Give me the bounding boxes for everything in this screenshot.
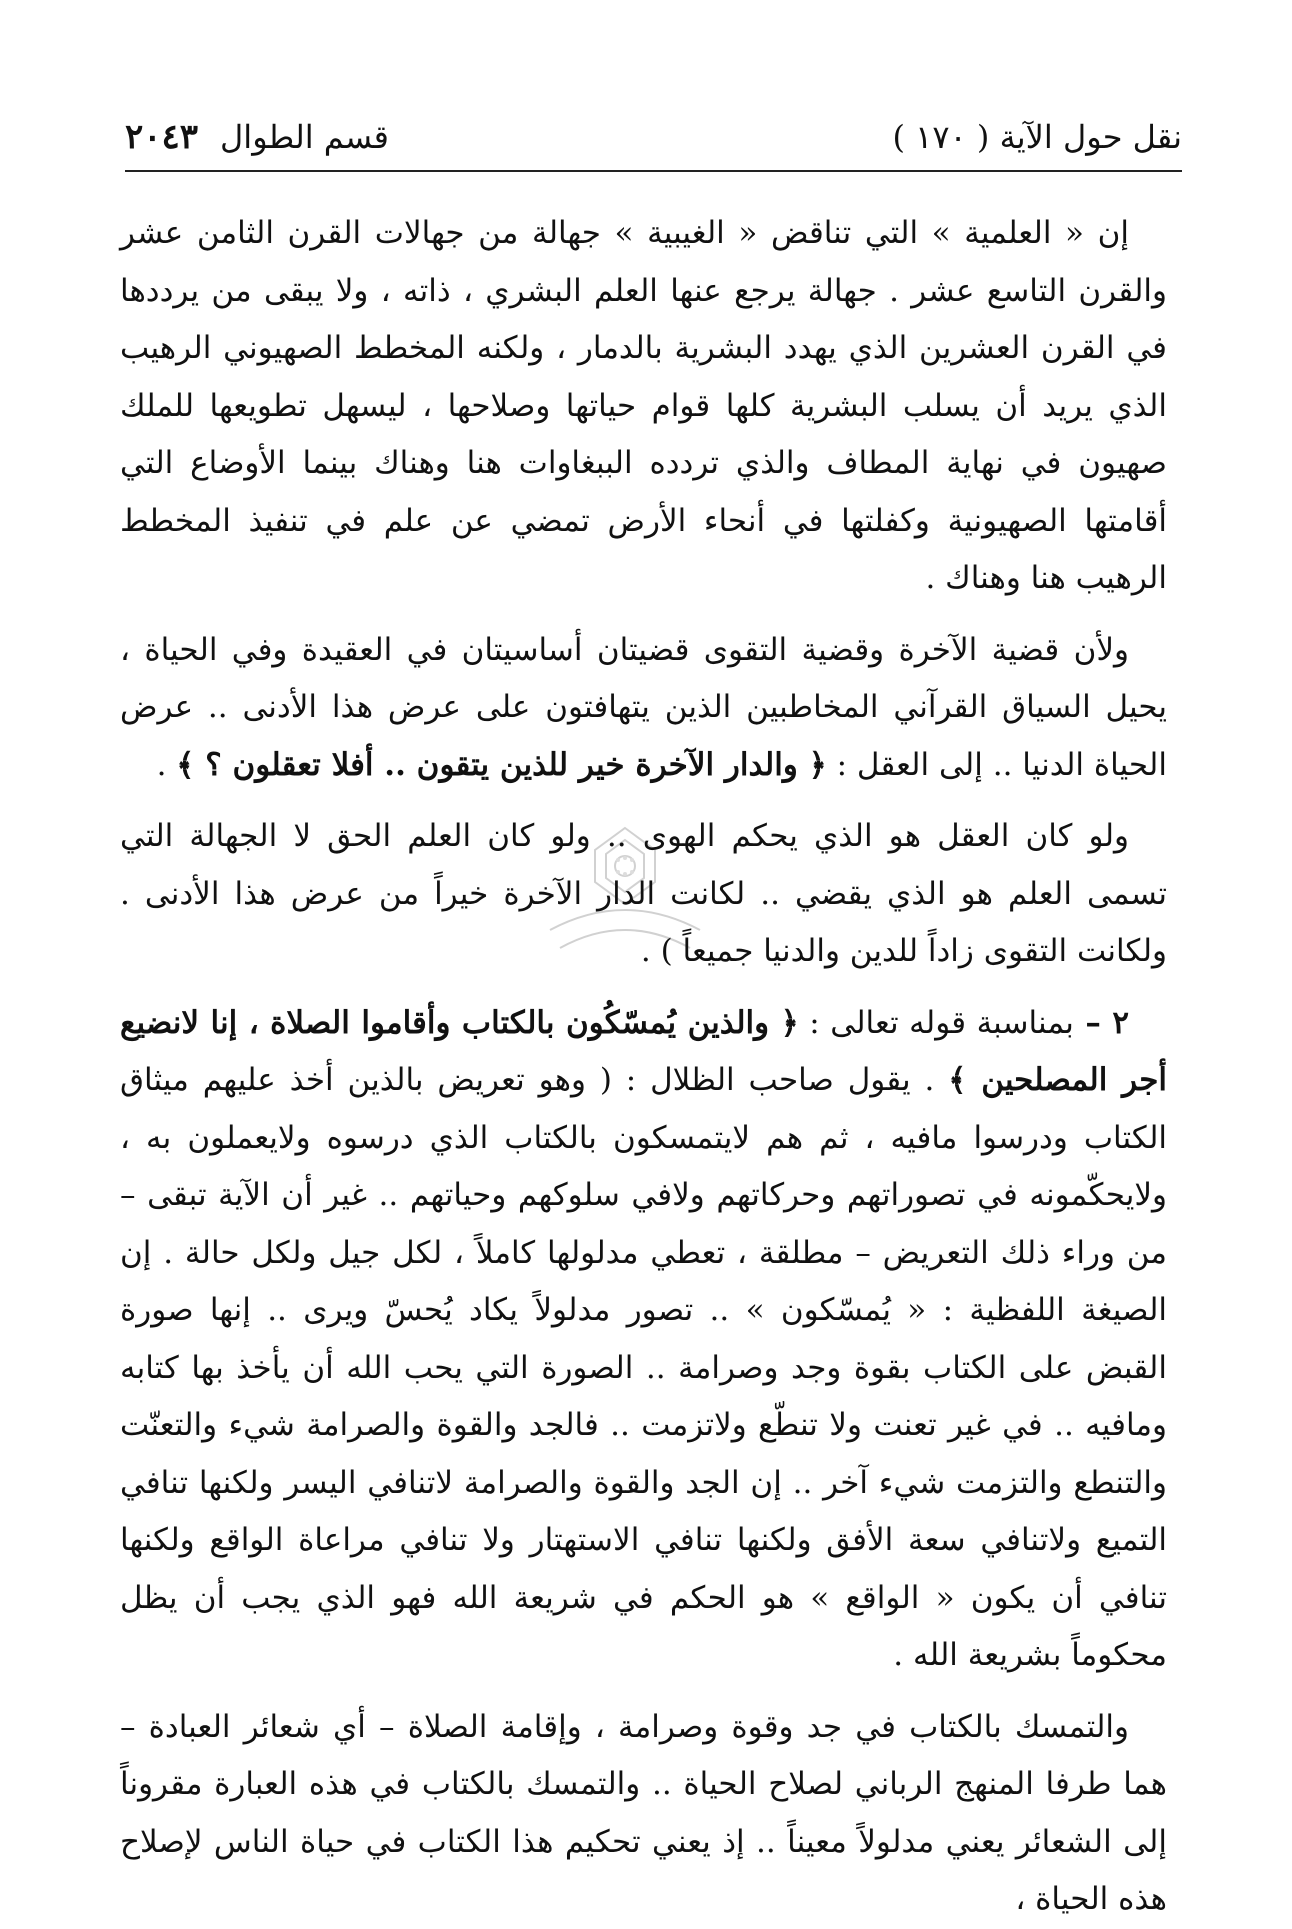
page-number: ٢٠٤٣ (125, 117, 199, 157)
paragraph-text: بمناسبة قوله تعالى : (798, 1004, 1074, 1041)
paragraph (120, 622, 1167, 795)
item-number: ٢ – (1073, 1004, 1129, 1041)
chapter-title: نقل حول الآية ( ١٧٠ ) (892, 118, 1182, 156)
section-and-page (125, 117, 389, 157)
paragraph (120, 995, 1167, 1685)
paragraph-text: . (156, 746, 177, 783)
paragraph (120, 808, 1167, 981)
paragraph (120, 205, 1167, 608)
running-head (125, 112, 1182, 162)
paragraph-text: . يقول صاحب الظلال : ( وهو تعريض بالذين أخذ عليهم ميثاق الكتاب ودرسوا مافيه ، ثم هم لايتمسكون بالكتاب الذي درسوه ولايعملون به ، ولايحكّمونه في تصوراتهم وحركاتهم ولافي سلوكهم وحياتهم .. غير أن الآية تبقى – من وراء ذلك التعريض – مطلقة ، تعطي مدلولها كاملاً ، لكل جيل ولكل حالة . إن الصيغة اللفظية : « يُمسّكون » .. تصور مدلولاً يكاد يُحسّ ويرى .. إنها صورة القبض على الكتاب بقوة وجد وصرامة .. الصورة التي يحب الله أن يأخذ بها كتابه ومافيه .. في غير تعنت ولا تنطّع ولاتزمت .. فالجد والقوة والصرامة شيء والتعنّت والتنطع والتزمت شيء آخر .. إن الجد والقوة والصرامة لاتنافي اليسر ولكنها تنافي التميع ولاتنافي سعة الأفق ولكنها تنافي الاستهتار ولا تنافي مراعاة الواقع ولكنها تنافي أن يكون « الواقع » هو الحكم في شريعة الله فهو الذي يجب أن يظل محكوماً بشريعة الله . (120, 1062, 1167, 1673)
quran-verse: ﴿ والدار الآخرة خير للذين يتقون .. أفلا تعقلون ؟ ﴾ (176, 746, 827, 783)
section-title: قسم الطوال (220, 118, 389, 156)
paragraph (120, 1699, 1167, 1929)
page-body (120, 205, 1167, 1929)
header-rule (125, 170, 1182, 172)
paragraph-text: ولأن قضية الآخرة وقضية التقوى قضيتان أساسيتان في العقيدة وفي الحياة ، يحيل السياق القرآني المخاطبين الذين يتهافتون على عرض هذا الأدنى .. عرض الحياة الدنيا .. إلى العقل : (120, 631, 1167, 783)
paragraph-text: إن « العلمية » التي تناقض « الغيبية » جهالة من جهالات القرن الثامن عشر والقرن التاسع عشر . جهالة يرجع عنها العلم البشري ، ذاته ، ولا يبقى من يرددها في القرن العشرين الذي يهدد البشرية بالدمار ، ولكنه المخطط الصهيوني الرهيب الذي يريد أن يسلب البشرية كلها قوام حياتها وصلاحها ، ليسهل تطويعها للملك صهيون في نهاية المطاف والذي تردده الببغاوات هنا وهناك بينما الأوضاع التي أقامتها الصهيونية وكفلتها في أنحاء الأرض تمضي عن علم في تنفيذ المخطط الرهيب هنا وهناك . (120, 215, 1167, 596)
paragraph-text: ولو كان العقل هو الذي يحكم الهوى .. ولو كان العلم الحق لا الجهالة التي تسمى العلم هو الذي يقضي .. لكانت الدار الآخرة خيراً من عرض هذا الأدنى . ولكانت التقوى زاداً للدين والدنيا جميعاً ) . (120, 818, 1167, 969)
quran-verse: ﴿ والذين يُمسّكُون بالكتاب وأقاموا الصلاة ، إنا لانضيع أجر المصلحين ﴾ (120, 1004, 1168, 1098)
paragraph-text: والتمسك بالكتاب في جد وقوة وصرامة ، وإقامة الصلاة – أي شعائر العبادة – هما طرفا المنهج الرباني لصلاح الحياة .. والتمسك بالكتاب في هذه العبارة مقروناً إلى الشعائر يعني مدلولاً معيناً .. إذ يعني تحكيم هذا الكتاب في حياة الناس لإصلاح هذه الحياة ، (120, 1708, 1167, 1917)
